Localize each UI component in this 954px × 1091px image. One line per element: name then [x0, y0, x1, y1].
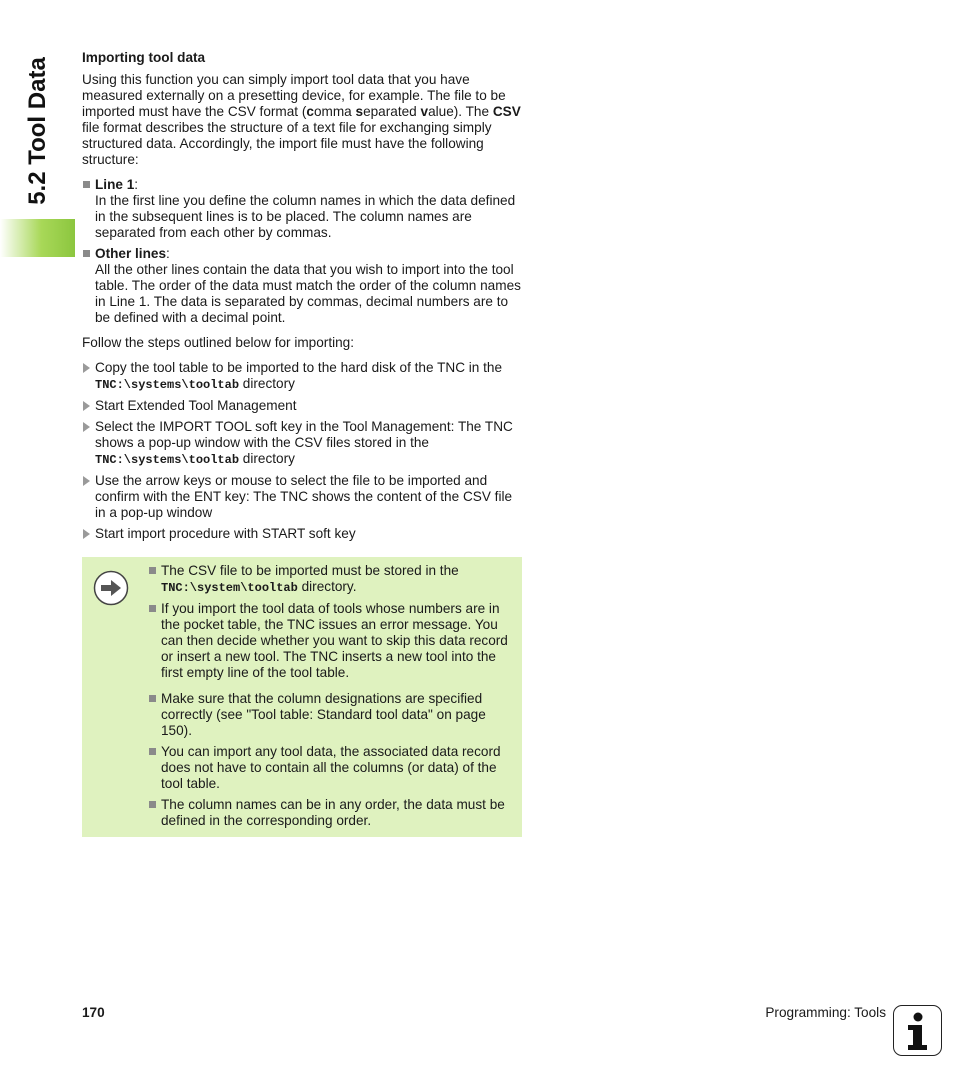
main-content: [82, 50, 524, 542]
step-text: Start Extended Tool Management: [95, 398, 297, 413]
intro-text: eparated: [363, 104, 421, 119]
bullet-square-icon: [83, 181, 90, 188]
structure-item-line1: [82, 177, 524, 241]
emphasis-s: s: [355, 104, 364, 119]
note-item: [148, 563, 512, 596]
note-path: TNC:\system\tooltab: [161, 581, 298, 595]
step-text: Select the IMPORT TOOL soft key in the Tool Management: The TNC shows a pop-up window with the CSV files stored in the: [95, 419, 513, 450]
bullet-square-icon: [149, 605, 156, 612]
bullet-square-icon: [149, 567, 156, 574]
step-arrow-icon: [83, 363, 90, 373]
section-heading: Importing tool data: [82, 50, 206, 65]
chapter-footer-label: Programming: Tools: [765, 1005, 886, 1020]
structure-suffix: :: [166, 246, 170, 261]
intro-text: Using this function you can simply import tool data that you have measured externally on a presetting device, for example. The file to be imported must have the CSV format (: [82, 72, 506, 119]
note-text: The column names can be in any order, the data must be defined in the corresponding order.: [161, 797, 505, 828]
emphasis-csv: CSV: [492, 104, 521, 119]
info-glyph-icon: [894, 1006, 940, 1054]
structure-suffix: :: [134, 177, 139, 192]
bullet-square-icon: [149, 748, 156, 755]
page-number: 170: [82, 1005, 105, 1020]
step-text: Start import procedure with START soft key: [95, 526, 356, 541]
bullet-square-icon: [149, 801, 156, 808]
intro-text: omma: [313, 104, 356, 119]
note-item: [148, 691, 512, 739]
step-arrow-icon: [83, 401, 90, 411]
step-item: [82, 473, 524, 521]
step-item: [82, 398, 524, 414]
step-arrow-icon: [83, 529, 90, 539]
note-tail: directory.: [297, 579, 357, 594]
note-list: [148, 563, 512, 834]
step-text: Copy the tool table to be imported to the hard disk of the TNC in the: [95, 360, 503, 375]
arrow-right-icon: [93, 570, 129, 606]
intro-text: alue). The: [428, 104, 493, 119]
intro-paragraph: [82, 72, 524, 168]
note-item: [148, 744, 512, 792]
note-box: [82, 557, 522, 837]
step-tail: directory: [239, 376, 295, 391]
structure-text: All the other lines contain the data that you wish to import into the tool table. The order of the data must match the order of the column names in Line 1. The data is separated by commas, decimal numbers are to be defined with a decimal point.: [95, 262, 521, 325]
chapter-title-text: 5.2 Tool Data: [24, 57, 51, 205]
note-text: Make sure that the column designations are specified correctly (see "Tool table: Standard tool data" on page 150).: [161, 691, 486, 738]
structure-label: Other lines: [95, 246, 167, 261]
step-path: TNC:\systems\tooltab: [95, 378, 240, 392]
emphasis-v: v: [420, 104, 429, 119]
step-tail: directory: [239, 451, 295, 466]
note-text: The CSV file to be imported must be stored in the: [161, 563, 459, 578]
step-item: [82, 360, 524, 393]
step-path: TNC:\systems\tooltab: [95, 453, 240, 467]
step-arrow-icon: [83, 476, 90, 486]
emphasis-c: c: [306, 104, 314, 119]
structure-item-other-lines: [82, 246, 524, 326]
step-item: [82, 419, 524, 468]
intro-text: file format describes the structure of a text file for exchanging simply structured data. Accordingly, the import file must have the following structure:: [82, 120, 492, 167]
step-arrow-icon: [83, 422, 90, 432]
bullet-square-icon: [149, 695, 156, 702]
info-icon: [893, 1005, 942, 1056]
structure-text: In the first line you define the column names in which the data defined in the subsequent lines is to be placed. The column names are separated from each other by commas.: [95, 193, 516, 240]
step-text: Use the arrow keys or mouse to select the file to be imported and confirm with the ENT key: The TNC shows the content of the CSV file in a pop-up window: [95, 473, 513, 520]
note-text: You can import any tool data, the associated data record does not have to contain all the columns (or data) of the tool table.: [161, 744, 501, 791]
chapter-accent-bar: [0, 219, 75, 257]
chapter-side-title: [16, 46, 60, 216]
note-item: [148, 601, 512, 681]
step-item: [82, 526, 524, 542]
note-text: If you import the tool data of tools whose numbers are in the pocket table, the TNC issues an error message. You can then decide whether you want to skip this data record or insert a new tool. The TNC inserts a new tool into the first empty line of the tool table.: [161, 601, 508, 680]
bullet-square-icon: [83, 250, 90, 257]
steps-intro: Follow the steps outlined below for importing:: [82, 335, 355, 350]
structure-label: Line 1: [95, 177, 135, 192]
note-item: [148, 797, 512, 829]
